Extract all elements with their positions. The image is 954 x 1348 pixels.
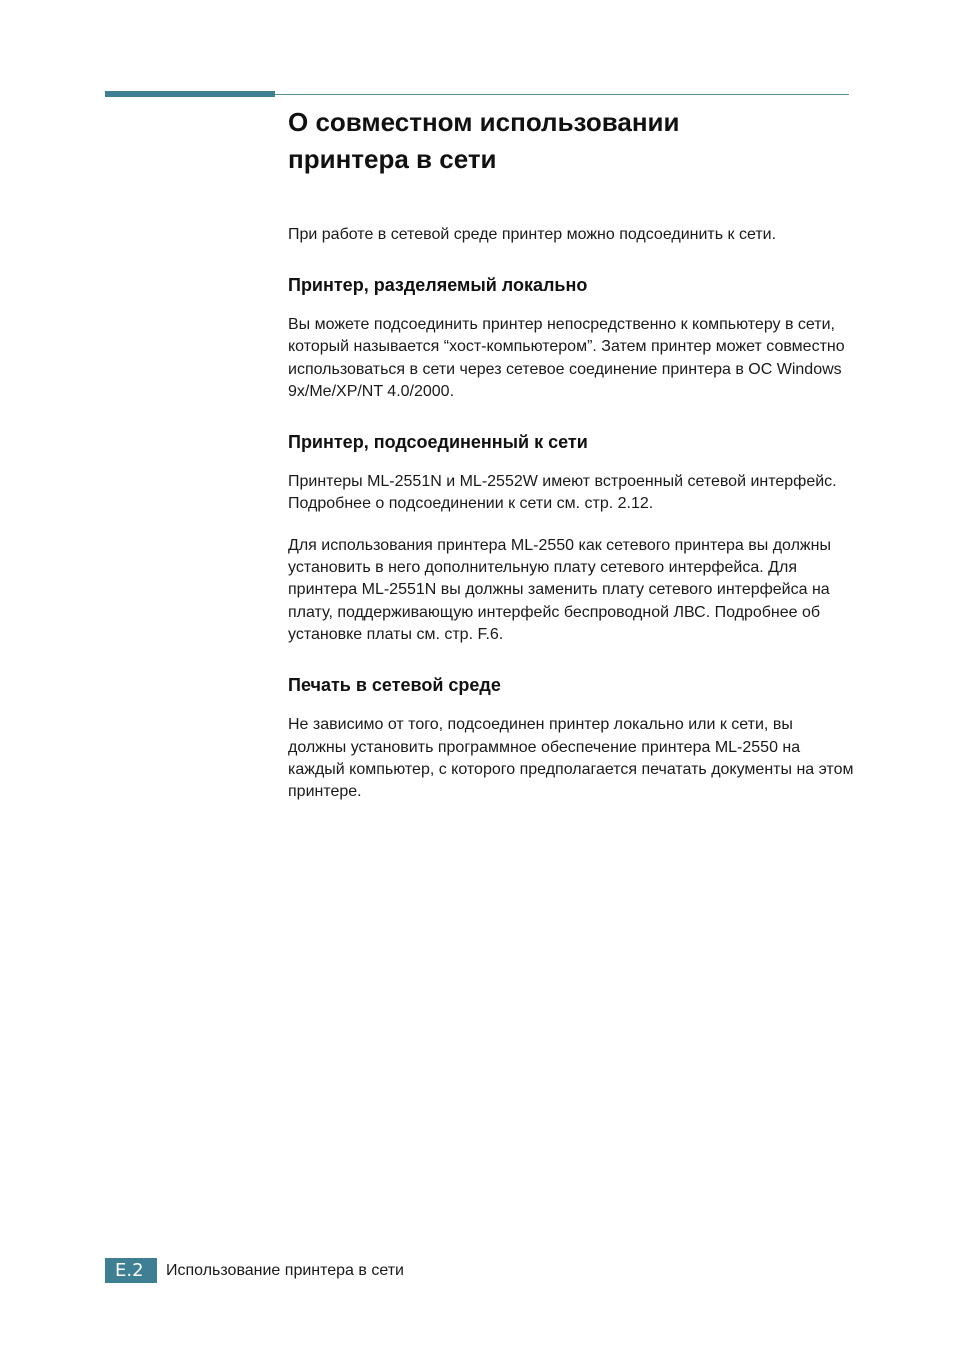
section-heading-network-connected: Принтер, подсоединенный к сети [288,432,588,453]
section-heading-local-sharing: Принтер, разделяемый локально [288,275,588,295]
page-title [288,104,854,178]
footer-chapter-title: Использование принтера в сети [166,1262,404,1279]
section-paragraph: Вы можете подсоединить принтер непосредственно к компьютеру в сети, который называется “хост-компьютером”. Затем принтер может совместно использоваться в сети через сетевое соединение принтера в ОС Windows 9x/Me/XP/NT 4.0/2000. [288,316,845,400]
page-number-badge: E.2 [105,1258,157,1283]
header-accent-bar [105,91,275,97]
header-rule [275,94,849,95]
section-heading-network-printing: Печать в сетевой среде [288,675,501,696]
section-paragraph: Для использования принтера ML-2550 как сетевого принтера вы должны установить в него дополнительную плату сетевого интерфейса. Для принтера ML-2551N вы должны заменить плату сетевого интерфейса на плату, поддерживающую интерфейс беспроводной ЛВС. Подробнее об установке платы см. стр. F.6. [288,536,831,643]
page-content [288,104,854,803]
section-paragraph: Принтеры ML-2551N и ML-2552W имеют встроенный сетевой интерфейс. Подробнее о подсоединении к сети см. стр. 2.12. [288,473,837,513]
page-title-line-2: принтера в сети [288,144,497,174]
page-footer [105,1258,404,1283]
intro-paragraph: При работе в сетевой среде принтер можно подсоединить к сети. [288,226,777,243]
section-paragraph: Не зависимо от того, подсоединен принтер локально или к сети, вы должны установить программное обеспечение принтера ML-2550 на каждый компьютер, с которого предполагается печатать документы на этом принтере. [288,716,854,801]
page-title-line-1: О совместном использовании [288,107,680,137]
